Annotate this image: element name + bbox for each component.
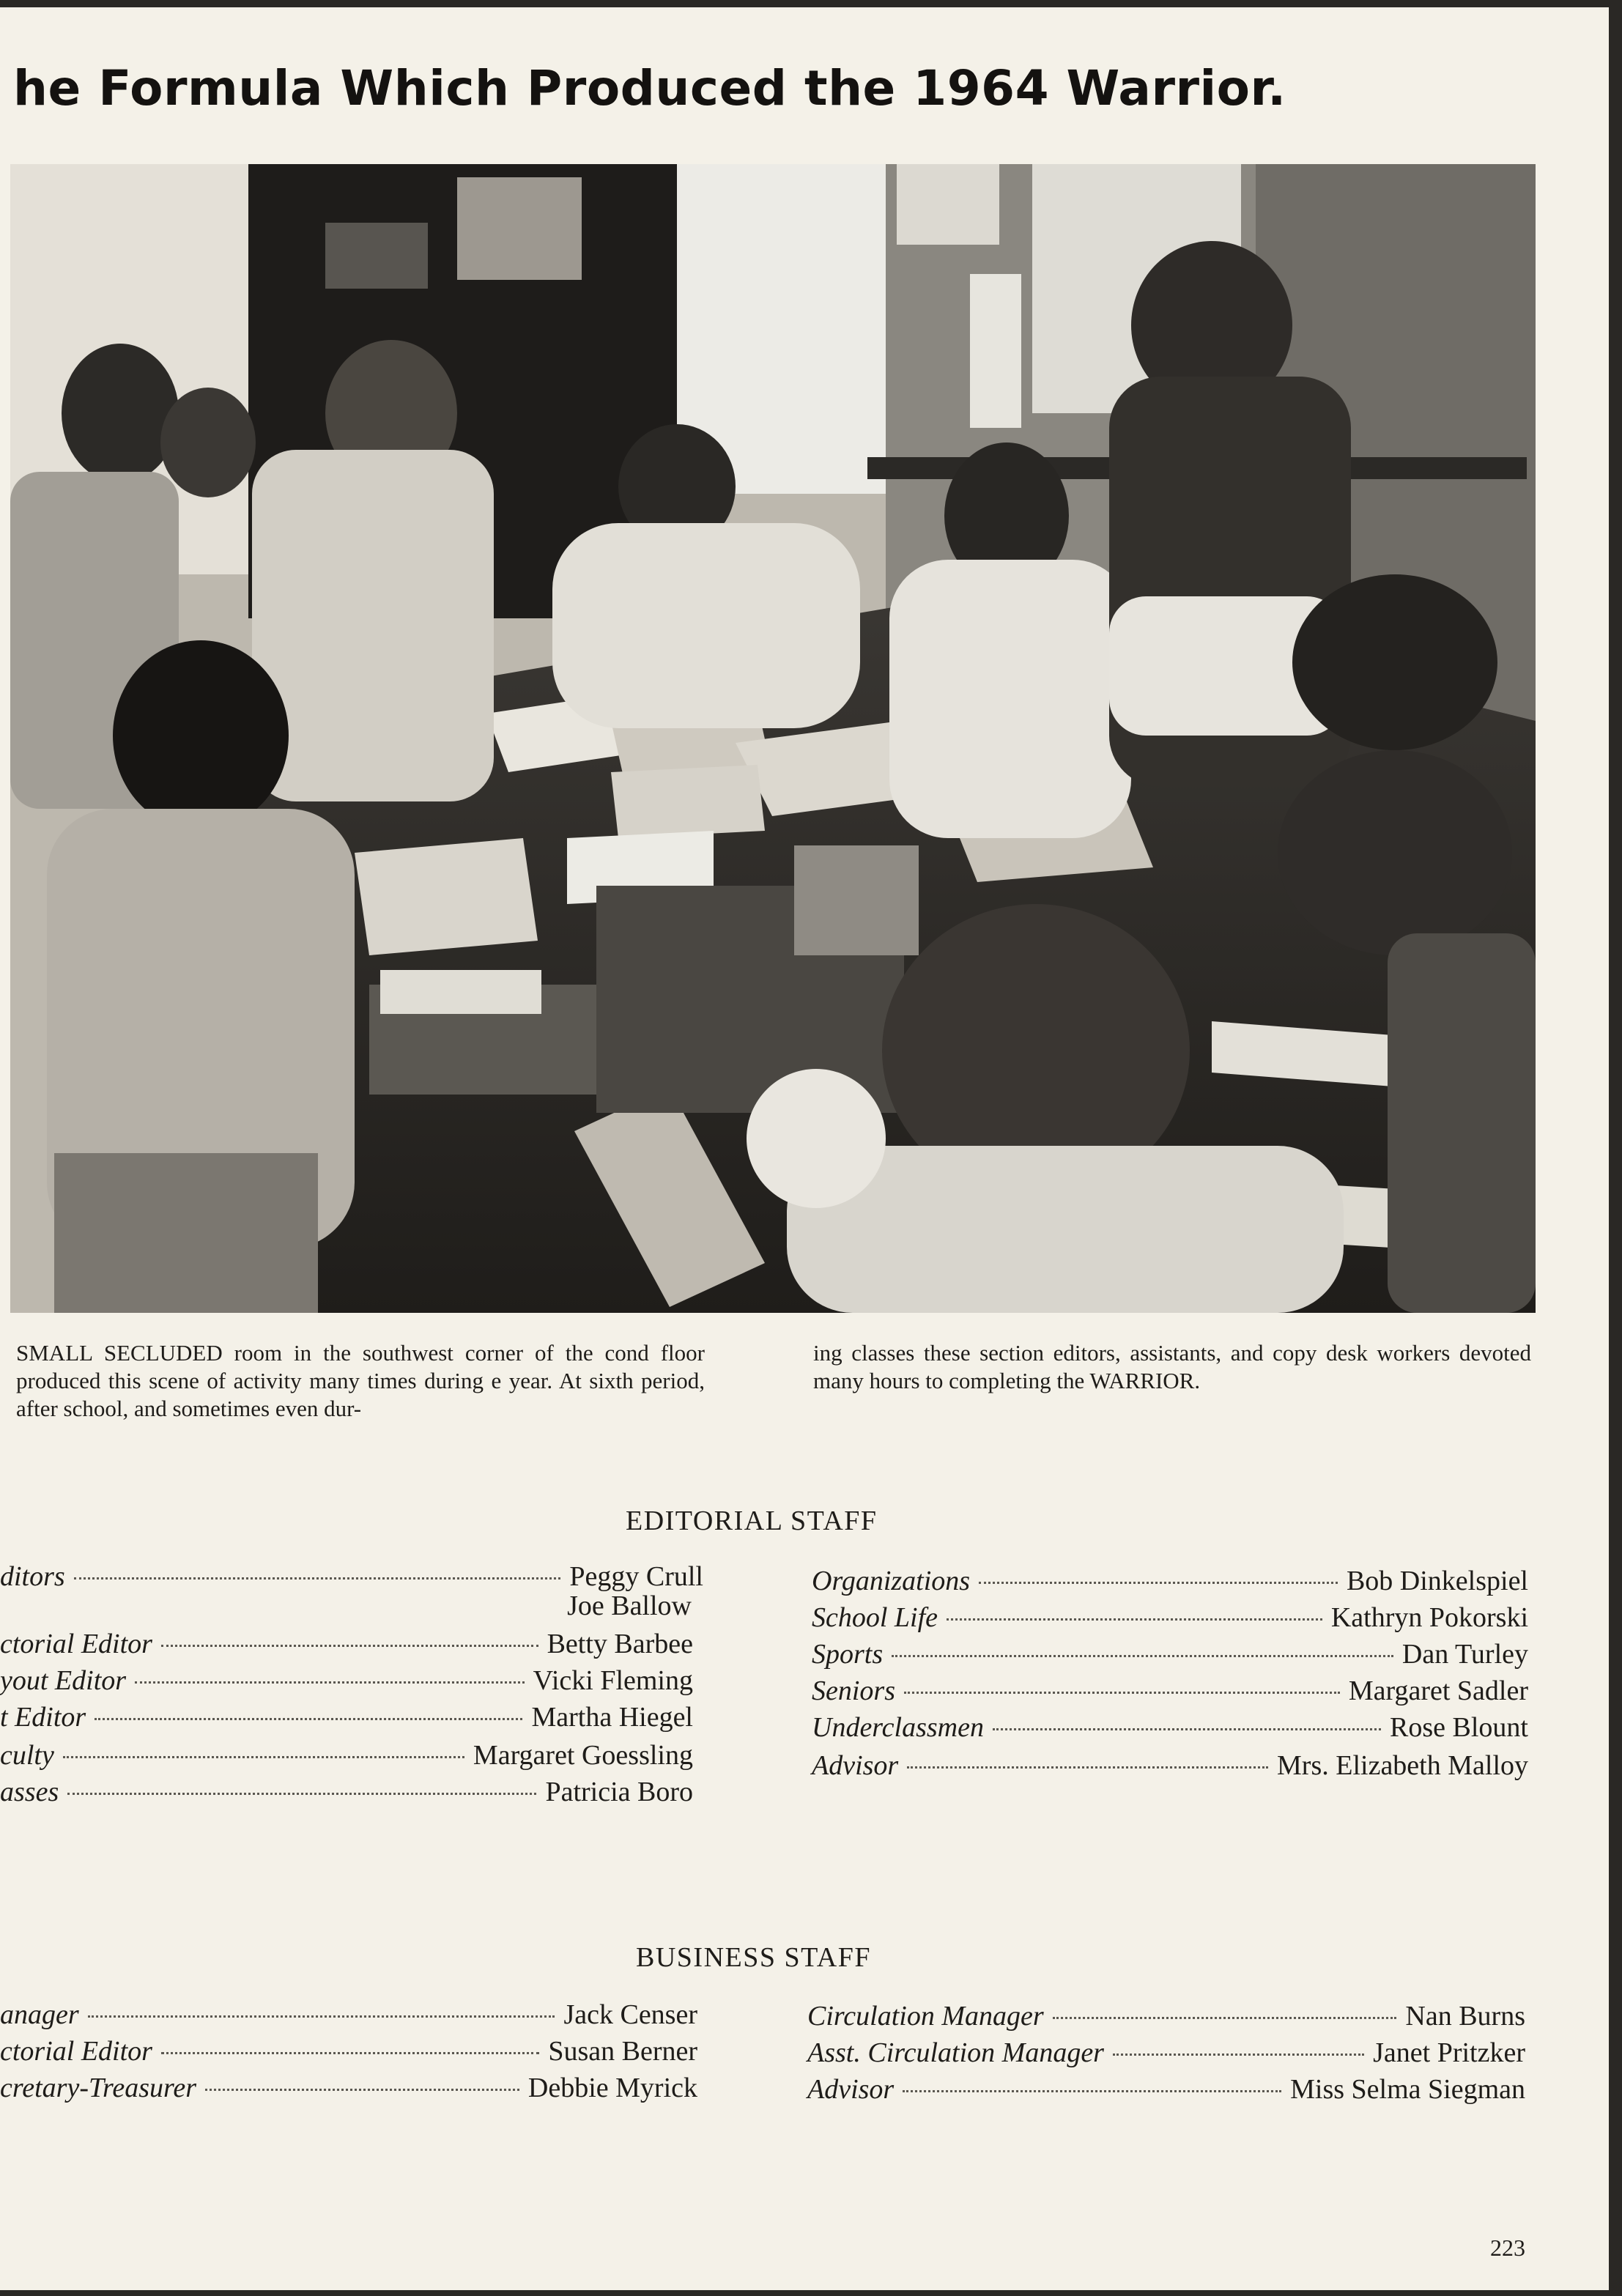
page-edge-right <box>1609 0 1622 2296</box>
staff-name: Peggy Crull <box>569 1561 703 1592</box>
staff-role: t Editor <box>0 1702 86 1733</box>
staff-row <box>0 1664 693 1700</box>
staff-name: Susan Berner <box>548 2036 697 2067</box>
staff-name: Debbie Myrick <box>527 2073 697 2103</box>
dot-leader <box>161 2052 539 2054</box>
staff-role: Asst. Circulation Manager <box>807 2037 1104 2068</box>
dot-leader <box>993 1728 1381 1730</box>
editorial-staff-heading: EDITORIAL STAFF <box>626 1506 878 1536</box>
dot-leader <box>1053 2017 1397 2019</box>
photo-illustration <box>10 164 1536 1313</box>
dot-leader <box>947 1618 1322 1621</box>
staff-role: ctorial Editor <box>0 1629 152 1659</box>
staff-role: Advisor <box>807 2074 895 2105</box>
caption-left: SMALL SECLUDED room in the southwest corner of the cond floor produced this scene of activity many times during e year. At sixth period, after school, and sometimes even dur- <box>16 1340 705 1421</box>
staff-name: Bob Dinkelspiel <box>1346 1566 1528 1596</box>
staff-row <box>0 2035 697 2070</box>
staff-row <box>812 1711 1528 1747</box>
dot-leader <box>63 1756 464 1758</box>
staff-name: Betty Barbee <box>547 1629 693 1659</box>
staff-row <box>0 1999 697 2034</box>
staff-row <box>812 1749 1528 1785</box>
staff-name: Nan Burns <box>1405 2001 1525 2032</box>
dot-leader <box>95 1718 522 1720</box>
staff-name: Jack Censer <box>563 1999 697 2030</box>
staff-row <box>807 2000 1525 2035</box>
staff-row <box>0 1701 693 1736</box>
dot-leader <box>88 2015 555 2018</box>
photo-person-body <box>552 523 860 728</box>
photo-person-hair <box>113 640 289 831</box>
yearbook-photo <box>10 164 1536 1313</box>
staff-row <box>812 1675 1528 1710</box>
photo-paper-notice-2 <box>897 164 999 245</box>
photo-photo-print-3 <box>611 765 765 838</box>
staff-role: asses <box>0 1777 59 1807</box>
business-staff-heading: BUSINESS STAFF <box>636 1942 872 1973</box>
dot-leader <box>161 1645 538 1647</box>
photo-person-skirt <box>54 1153 318 1313</box>
photo-person-hair <box>62 344 179 483</box>
photo-person-body <box>252 450 494 801</box>
staff-row <box>812 1565 1528 1600</box>
staff-row <box>812 1638 1528 1673</box>
staff-role: ctorial Editor <box>0 2036 152 2067</box>
dot-leader <box>67 1793 536 1795</box>
photo-door-window <box>457 177 582 280</box>
staff-role: School Life <box>812 1602 938 1633</box>
staff-name: Joe Ballow <box>567 1590 692 1621</box>
photo-paper-notice <box>970 274 1021 428</box>
photo-door-panel <box>325 223 428 289</box>
staff-row <box>0 2072 697 2107</box>
dot-leader <box>1113 2054 1364 2056</box>
staff-name: Rose Blount <box>1390 1712 1528 1743</box>
staff-role: Underclassmen <box>812 1712 984 1743</box>
staff-role: Seniors <box>812 1675 895 1706</box>
photo-person-hair <box>1292 574 1497 750</box>
dot-leader <box>892 1655 1393 1657</box>
dot-leader <box>74 1577 561 1580</box>
page-edge-top <box>0 0 1622 7</box>
caption-right: ing classes these section editors, assistants, and copy desk workers devoted many hours to completing the WARRIOR. <box>813 1340 1531 1393</box>
staff-name: Vicki Fleming <box>533 1665 693 1696</box>
photo-person-hair <box>160 388 256 497</box>
page-number: 223 <box>1490 2234 1525 2261</box>
staff-row <box>0 1776 693 1811</box>
page-headline: he Formula Which Produced the 1964 Warrior. <box>13 60 1286 116</box>
staff-name: Kathryn Pokorski <box>1330 1602 1528 1633</box>
staff-role: Organizations <box>812 1566 971 1596</box>
staff-role: culty <box>0 1740 54 1771</box>
staff-name: Mrs. Elizabeth Malloy <box>1277 1750 1528 1781</box>
staff-name: Martha Hiegel <box>531 1702 693 1733</box>
dot-leader <box>979 1582 1338 1584</box>
photo-paper-3 <box>355 838 538 955</box>
staff-name: Dan Turley <box>1401 1639 1528 1670</box>
photo-person-body <box>1388 933 1536 1313</box>
staff-name: Janet Pritzker <box>1373 2037 1525 2068</box>
staff-role: Circulation Manager <box>807 2001 1044 2032</box>
staff-name: Patricia Boro <box>545 1777 693 1807</box>
photo-file-cards <box>380 970 541 1014</box>
staff-name: Margaret Sadler <box>1348 1675 1528 1706</box>
staff-role: ditors <box>0 1561 65 1592</box>
photo-person-hair <box>1278 750 1512 955</box>
staff-row <box>807 2037 1525 2072</box>
staff-row <box>0 1739 693 1774</box>
staff-role: anager <box>0 1999 79 2030</box>
staff-name: Margaret Goessling <box>473 1740 693 1771</box>
staff-role: Advisor <box>812 1750 899 1781</box>
photo-person-body <box>889 560 1131 838</box>
dot-leader <box>904 1692 1340 1694</box>
page-edge-bottom <box>0 2290 1622 2296</box>
staff-row <box>812 1601 1528 1637</box>
dot-leader <box>907 1766 1268 1769</box>
staff-row <box>0 1628 693 1663</box>
staff-role: cretary-Treasurer <box>0 2073 197 2103</box>
photo-dial-wheel <box>747 1069 886 1208</box>
dot-leader <box>903 2090 1281 2092</box>
staff-role: yout Editor <box>0 1665 127 1696</box>
staff-role: Sports <box>812 1639 884 1670</box>
staff-row <box>807 2073 1525 2108</box>
dot-leader <box>205 2089 519 2091</box>
photo-small-box <box>794 845 919 955</box>
dot-leader <box>135 1681 525 1684</box>
staff-name: Miss Selma Siegman <box>1290 2074 1525 2105</box>
